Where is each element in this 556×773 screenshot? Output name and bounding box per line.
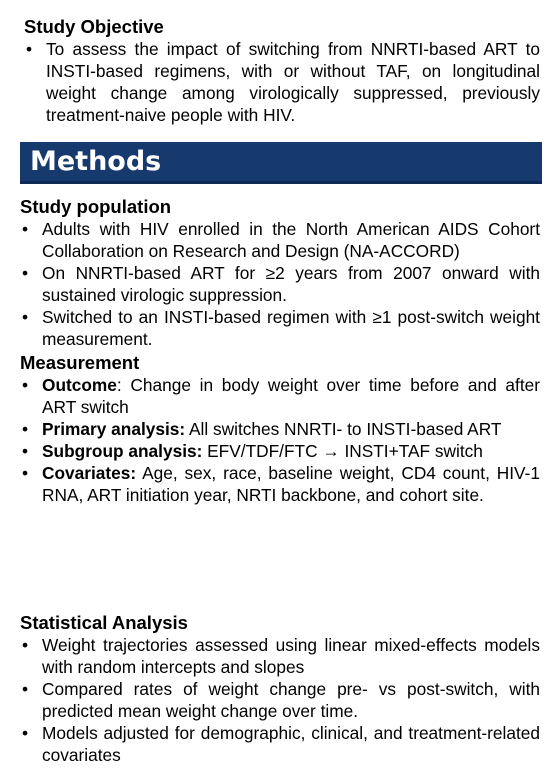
objective-list <box>24 38 540 126</box>
bullet-icon: • <box>22 723 29 743</box>
item-text: : Change in body weight over time before and after ART switch <box>42 375 540 417</box>
statistical-analysis-section <box>20 612 540 766</box>
list-item <box>20 306 540 350</box>
list-item <box>20 218 540 262</box>
objective-section <box>24 16 540 126</box>
item-text: Age, sex, race, baseline weight, CD4 count, HIV-1 RNA, ART initiation year, NRTI backbone, and cohort site. <box>42 463 540 505</box>
list-item <box>20 374 540 418</box>
bullet-text: On NNRTI-based ART for ≥2 years from 2007 onward with sustained virologic suppression. <box>42 263 540 305</box>
bullet-icon: • <box>22 307 29 327</box>
item-text: EFV/TDF/FTC → INSTI+TAF switch <box>202 441 483 461</box>
item-text: All switches NNRTI- to INSTI-based ART <box>185 419 502 439</box>
study-population-list <box>20 218 540 350</box>
item-label: Primary analysis: <box>42 419 186 439</box>
list-item <box>20 722 540 766</box>
bullet-text: Switched to an INSTI-based regimen with ≥1 post-switch weight measurement. <box>42 307 540 349</box>
list-item <box>20 634 540 678</box>
list-item <box>24 38 540 126</box>
statistical-analysis-heading: Statistical Analysis <box>20 612 188 633</box>
item-label: Outcome <box>42 375 117 395</box>
bullet-icon: • <box>22 635 29 655</box>
bullet-icon: • <box>22 419 29 439</box>
bullet-icon: • <box>22 263 29 283</box>
study-population-section <box>20 196 540 506</box>
list-item <box>20 440 540 462</box>
list-item <box>20 262 540 306</box>
methods-banner <box>20 142 542 184</box>
measurement-heading: Measurement <box>20 352 140 373</box>
study-population-heading: Study population <box>20 196 172 217</box>
item-label: Subgroup analysis: <box>42 441 203 461</box>
list-item <box>20 678 540 722</box>
bullet-icon: • <box>22 463 29 483</box>
bullet-icon: • <box>22 441 29 461</box>
bullet-icon: • <box>26 39 33 59</box>
objective-heading: Study Objective <box>24 16 164 37</box>
list-item <box>20 418 540 440</box>
bullet-icon: • <box>22 375 29 395</box>
bullet-text: Models adjusted for demographic, clinical, and treatment-related covariates <box>42 723 540 765</box>
methods-title: Methods <box>30 146 162 177</box>
bullet-text: To assess the impact of switching from NNRTI-based ART to INSTI-based regimens, with or without TAF, on longitudinal weight change among virologically suppressed, previously treatment-naive people with HIV. <box>46 39 540 125</box>
statistical-analysis-list <box>20 634 540 766</box>
bullet-icon: • <box>22 219 29 239</box>
bullet-icon: • <box>22 679 29 699</box>
bullet-text: Compared rates of weight change pre- vs post-switch, with predicted mean weight change over time. <box>42 679 540 721</box>
bullet-text: Adults with HIV enrolled in the North American AIDS Cohort Collaboration on Research and Design (NA-ACCORD) <box>42 219 540 261</box>
bullet-text: Weight trajectories assessed using linear mixed-effects models with random intercepts and slopes <box>42 635 540 677</box>
list-item <box>20 462 540 506</box>
measurement-list <box>20 374 540 506</box>
item-label: Covariates: <box>42 463 137 483</box>
